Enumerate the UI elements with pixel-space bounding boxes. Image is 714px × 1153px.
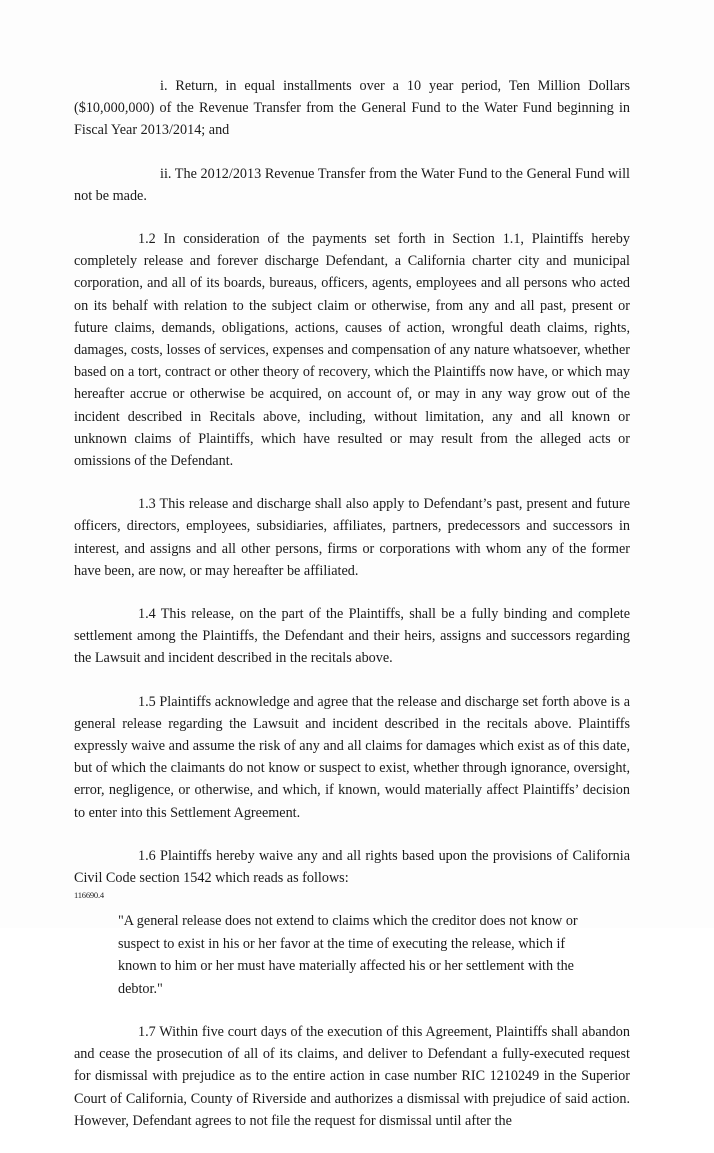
civil-code-1542-quote: "A general release does not extend to claims which the creditor does not know or suspect to exist in his or her favor at the time of executing the release, which if known to him or her must have materially affected his or her settlement with the debtor." (118, 913, 578, 997)
paragraph-ii: ii. The 2012/2013 Revenue Transfer from the Water Fund to the General Fund will not be made. (74, 165, 630, 204)
paragraph-1-7: 1.7 Within five court days of the execution of this Agreement, Plaintiffs shall abandon and cease the prosecution of all of its claims, and deliver to Defendant a fully-executed request for dismissal with prejudice as to the entire action in case number RIC 1210249 in the Superior Court of California, County of Riverside and authorizes a dismissal with prejudice of said action. However, Defendant agrees to not file the request for dismissal until after the (74, 1023, 630, 1129)
paragraph-1-2: 1.2 In consideration of the payments set forth in Section 1.1, Plaintiffs hereby completely release and forever discharge Defendant, a California charter city and municipal corporation, and all of its boards, bureaus, officers, agents, employees and all persons who acted on its behalf with relation to the subject claim or otherwise, from any and all past, present or future claims, demands, obligations, actions, causes of action, wrongful death claims, rights, damages, costs, losses of services, expenses and compensation of any nature whatsoever, whether based on a tort, contract or other theory of recovery, which the Plaintiffs now have, or which may hereafter accrue or otherwise be acquired, on account of, or may in any way grow out of the incident described in Recitals above, including, without limitation, any and all known or unknown claims of Plaintiffs, which have resulted or may result from the alleged acts or omissions of the Defendant. (74, 231, 630, 470)
paragraph-1-5: 1.5 Plaintiffs acknowledge and agree that the release and discharge set forth above is a general release regarding the Lawsuit and incident described in the recitals above. Plaintiffs expressly waive and assume the risk of any and all claims for damages which exist as of this date, but of which the claimants do not know or suspect to exist, whether through ignorance, oversight, error, negligence, or otherwise, and which, if known, would materially affect Plaintiffs’ decision to enter into this Settlement Agreement. (74, 693, 630, 821)
document-body (74, 75, 630, 1153)
paragraph-1-3: 1.3 This release and discharge shall also apply to Defendant’s past, present and future officers, directors, employees, subsidiaries, affiliates, partners, predecessors and successors in interest, and assigns and all other persons, firms or corporations with whom any of the former have been, are now, or may hereafter be affiliated. (74, 496, 630, 579)
paragraph-i: i. Return, in equal installments over a 10 year period, Ten Million Dollars ($10,000,000) of the Revenue Transfer from the General Fund to the Water Fund beginning in Fiscal Year 2013/2014; and (74, 78, 630, 139)
paragraph-1-4: 1.4 This release, on the part of the Plaintiffs, shall be a fully binding and complete settlement among the Plaintiffs, the Defendant and their heirs, assigns and successors regarding the Lawsuit and incident described in the recitals above. (74, 606, 630, 667)
paragraph-1-6: 1.6 Plaintiffs hereby waive any and all rights based upon the provisions of California Civil Code section 1542 which reads as follows: (74, 847, 630, 887)
document-id-footer: 116690.4 (74, 890, 104, 900)
